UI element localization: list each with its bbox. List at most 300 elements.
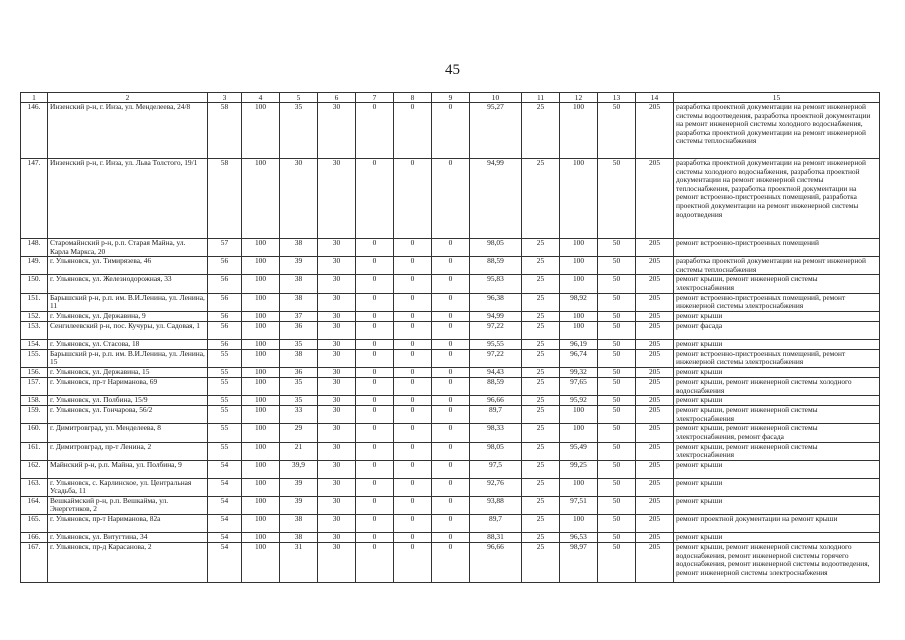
value-cell: 100 [560, 239, 598, 257]
value-cell: 0 [356, 275, 394, 293]
value-cell: 30 [318, 496, 356, 514]
value-cell: 30 [280, 159, 318, 239]
value-cell: 0 [432, 339, 470, 349]
value-cell: 100 [242, 159, 280, 239]
value-cell: 0 [356, 239, 394, 257]
value-cell: 89,7 [470, 515, 522, 533]
value-cell: 50 [598, 159, 636, 239]
value-cell: 205 [636, 396, 674, 406]
value-cell: 25 [522, 349, 560, 367]
column-header: 14 [636, 93, 674, 103]
row-number: 162. [21, 460, 48, 478]
value-cell: 100 [560, 311, 598, 321]
value-cell: 205 [636, 460, 674, 478]
value-cell: 30 [318, 377, 356, 395]
value-cell: 50 [598, 478, 636, 496]
value-cell: 88,31 [470, 533, 522, 543]
value-cell: 0 [356, 349, 394, 367]
value-cell: 98,97 [560, 543, 598, 583]
value-cell: 100 [560, 406, 598, 424]
row-number: 146. [21, 103, 48, 159]
value-cell: 0 [432, 293, 470, 311]
value-cell: 30 [318, 515, 356, 533]
value-cell: 54 [208, 543, 242, 583]
value-cell: 96,19 [560, 339, 598, 349]
value-cell: 25 [522, 533, 560, 543]
value-cell: 25 [522, 396, 560, 406]
value-cell: 50 [598, 460, 636, 478]
value-cell: 0 [356, 424, 394, 442]
value-cell: 0 [432, 533, 470, 543]
row-number: 163. [21, 478, 48, 496]
value-cell: 0 [394, 103, 432, 159]
work-description-cell: ремонт крыши [674, 478, 880, 496]
value-cell: 30 [318, 257, 356, 275]
value-cell: 0 [356, 321, 394, 339]
value-cell: 50 [598, 257, 636, 275]
address-cell: Майнский р-н, р.п. Майна, ул. Полбина, 9 [48, 460, 208, 478]
address-cell: Вешкаймский р-н, р.п. Вешкайма, ул. Энергетиков, 2 [48, 496, 208, 514]
value-cell: 98,33 [470, 424, 522, 442]
value-cell: 205 [636, 311, 674, 321]
work-description-cell: ремонт крыши [674, 396, 880, 406]
value-cell: 96,74 [560, 349, 598, 367]
address-cell: г. Ульяновск, ул. Державина, 15 [48, 367, 208, 377]
address-cell: г. Ульяновск, ул. Полбина, 15/9 [48, 396, 208, 406]
value-cell: 95,83 [470, 275, 522, 293]
address-cell: г. Ульяновск, ул. Тимирязева, 46 [48, 257, 208, 275]
work-description-cell: разработка проектной документации на ремонт инженерной системы теплоснабжения [674, 257, 880, 275]
value-cell: 93,88 [470, 496, 522, 514]
work-description-cell: ремонт проектной документации на ремонт крыши [674, 515, 880, 533]
value-cell: 0 [356, 159, 394, 239]
value-cell: 55 [208, 406, 242, 424]
address-cell: Старомайнский р-н, р.п. Старая Майна, ул. Карла Маркса, 20 [48, 239, 208, 257]
value-cell: 205 [636, 478, 674, 496]
value-cell: 100 [242, 339, 280, 349]
table-row [21, 275, 880, 293]
value-cell: 0 [432, 406, 470, 424]
table-row [21, 311, 880, 321]
value-cell: 0 [394, 406, 432, 424]
value-cell: 205 [636, 275, 674, 293]
register-table [20, 92, 880, 583]
value-cell: 0 [432, 396, 470, 406]
address-cell: г. Димитровград, пр-т Ленина, 2 [48, 442, 208, 460]
value-cell: 25 [522, 321, 560, 339]
value-cell: 100 [242, 543, 280, 583]
value-cell: 0 [356, 377, 394, 395]
address-cell: Инзенский р-н, г. Инза, ул. Льва Толстого, 19/1 [48, 159, 208, 239]
value-cell: 25 [522, 293, 560, 311]
work-description-cell: ремонт крыши [674, 367, 880, 377]
row-number: 154. [21, 339, 48, 349]
value-cell: 25 [522, 257, 560, 275]
work-description-cell: ремонт фасада [674, 321, 880, 339]
value-cell: 205 [636, 367, 674, 377]
value-cell: 25 [522, 424, 560, 442]
value-cell: 50 [598, 349, 636, 367]
value-cell: 0 [356, 257, 394, 275]
work-description-cell: разработка проектной документации на ремонт инженерной системы водоотведения, разработка проектной документации на ремонт инженерной системы холодного водоснабжения, разработка проектной документации на ремонт инженерной системы теплоснабжения [674, 103, 880, 159]
value-cell: 0 [432, 349, 470, 367]
value-cell: 25 [522, 103, 560, 159]
address-cell: Барышский р-н, р.п. им. В.И.Ленина, ул. Ленина, 15 [48, 349, 208, 367]
row-number: 167. [21, 543, 48, 583]
column-header: 13 [598, 93, 636, 103]
value-cell: 38 [280, 349, 318, 367]
column-header: 6 [318, 93, 356, 103]
value-cell: 38 [280, 533, 318, 543]
value-cell: 55 [208, 424, 242, 442]
value-cell: 92,76 [470, 478, 522, 496]
address-cell: Сенгилеевский р-н, пос. Кучуры, ул. Садовая, 1 [48, 321, 208, 339]
table-row [21, 293, 880, 311]
value-cell: 0 [394, 239, 432, 257]
value-cell: 56 [208, 311, 242, 321]
row-number: 147. [21, 159, 48, 239]
value-cell: 0 [356, 478, 394, 496]
value-cell: 0 [394, 460, 432, 478]
value-cell: 0 [432, 103, 470, 159]
value-cell: 205 [636, 543, 674, 583]
value-cell: 0 [432, 321, 470, 339]
value-cell: 100 [242, 396, 280, 406]
value-cell: 0 [394, 478, 432, 496]
value-cell: 205 [636, 103, 674, 159]
value-cell: 96,66 [470, 396, 522, 406]
value-cell: 0 [394, 377, 432, 395]
address-cell: Инзенский р-н, г. Инза, ул. Менделеева, 24/8 [48, 103, 208, 159]
value-cell: 100 [560, 257, 598, 275]
value-cell: 205 [636, 257, 674, 275]
address-cell: г. Ульяновск, пр-д Карасанова, 2 [48, 543, 208, 583]
value-cell: 205 [636, 239, 674, 257]
work-description-cell: ремонт крыши [674, 496, 880, 514]
value-cell: 56 [208, 321, 242, 339]
value-cell: 100 [242, 293, 280, 311]
value-cell: 0 [356, 367, 394, 377]
value-cell: 50 [598, 533, 636, 543]
value-cell: 0 [394, 321, 432, 339]
value-cell: 0 [394, 159, 432, 239]
table-body [21, 103, 880, 583]
value-cell: 205 [636, 442, 674, 460]
value-cell: 30 [318, 321, 356, 339]
table-row [21, 496, 880, 514]
row-number: 149. [21, 257, 48, 275]
value-cell: 100 [242, 424, 280, 442]
table-row [21, 424, 880, 442]
value-cell: 50 [598, 442, 636, 460]
value-cell: 0 [356, 515, 394, 533]
value-cell: 94,99 [470, 159, 522, 239]
value-cell: 205 [636, 339, 674, 349]
table-row [21, 257, 880, 275]
table-row [21, 543, 880, 583]
address-cell: г. Ульяновск, пр-т Нариманова, 69 [48, 377, 208, 395]
table-row [21, 478, 880, 496]
value-cell: 25 [522, 406, 560, 424]
value-cell: 0 [394, 424, 432, 442]
value-cell: 205 [636, 349, 674, 367]
value-cell: 50 [598, 239, 636, 257]
value-cell: 50 [598, 396, 636, 406]
value-cell: 99,32 [560, 367, 598, 377]
address-cell: г. Ульяновск, ул. Стасова, 18 [48, 339, 208, 349]
column-header: 9 [432, 93, 470, 103]
value-cell: 98,92 [560, 293, 598, 311]
value-cell: 0 [432, 478, 470, 496]
value-cell: 50 [598, 275, 636, 293]
value-cell: 50 [598, 367, 636, 377]
value-cell: 100 [242, 478, 280, 496]
value-cell: 50 [598, 406, 636, 424]
value-cell: 0 [356, 496, 394, 514]
value-cell: 54 [208, 496, 242, 514]
value-cell: 30 [318, 424, 356, 442]
value-cell: 0 [394, 293, 432, 311]
value-cell: 50 [598, 311, 636, 321]
value-cell: 35 [280, 103, 318, 159]
value-cell: 29 [280, 424, 318, 442]
column-header: 15 [674, 93, 880, 103]
value-cell: 0 [356, 533, 394, 543]
work-description-cell: ремонт встроенно-пристроенных помещений, ремонт инженерной системы электроснабжения [674, 349, 880, 367]
value-cell: 0 [356, 442, 394, 460]
value-cell: 95,49 [560, 442, 598, 460]
value-cell: 96,38 [470, 293, 522, 311]
value-cell: 100 [242, 257, 280, 275]
row-number: 151. [21, 293, 48, 311]
value-cell: 97,22 [470, 321, 522, 339]
row-number: 156. [21, 367, 48, 377]
value-cell: 100 [560, 478, 598, 496]
value-cell: 25 [522, 159, 560, 239]
header-row [21, 93, 880, 103]
work-description-cell: ремонт крыши [674, 311, 880, 321]
value-cell: 33 [280, 406, 318, 424]
value-cell: 36 [280, 367, 318, 377]
value-cell: 58 [208, 159, 242, 239]
value-cell: 58 [208, 103, 242, 159]
value-cell: 100 [242, 533, 280, 543]
value-cell: 0 [394, 543, 432, 583]
value-cell: 30 [318, 460, 356, 478]
address-cell: г. Ульяновск, ул. Державина, 9 [48, 311, 208, 321]
row-number: 159. [21, 406, 48, 424]
value-cell: 96,66 [470, 543, 522, 583]
value-cell: 30 [318, 239, 356, 257]
table-row [21, 349, 880, 367]
value-cell: 54 [208, 478, 242, 496]
value-cell: 99,25 [560, 460, 598, 478]
table-row [21, 406, 880, 424]
value-cell: 57 [208, 239, 242, 257]
value-cell: 0 [432, 367, 470, 377]
value-cell: 30 [318, 159, 356, 239]
value-cell: 100 [560, 159, 598, 239]
column-header: 5 [280, 93, 318, 103]
value-cell: 100 [242, 311, 280, 321]
value-cell: 30 [318, 103, 356, 159]
value-cell: 100 [560, 103, 598, 159]
table-row [21, 159, 880, 239]
value-cell: 0 [394, 367, 432, 377]
value-cell: 0 [432, 311, 470, 321]
column-header: 7 [356, 93, 394, 103]
table-row [21, 460, 880, 478]
value-cell: 100 [242, 103, 280, 159]
value-cell: 94,43 [470, 367, 522, 377]
page-number: 45 [445, 62, 460, 78]
value-cell: 98,05 [470, 442, 522, 460]
work-description-cell: ремонт крыши [674, 460, 880, 478]
row-number: 165. [21, 515, 48, 533]
value-cell: 100 [242, 349, 280, 367]
value-cell: 25 [522, 275, 560, 293]
value-cell: 30 [318, 293, 356, 311]
value-cell: 205 [636, 515, 674, 533]
table-row [21, 339, 880, 349]
work-description-cell: ремонт встроенно-пристроенных помещений, ремонт инженерной системы электроснабжения [674, 293, 880, 311]
value-cell: 100 [242, 239, 280, 257]
value-cell: 100 [242, 275, 280, 293]
value-cell: 37 [280, 311, 318, 321]
work-description-cell: ремонт крыши, ремонт инженерной системы холодного водоснабжения, ремонт инженерной системы горячего водоснабжения, ремонт инженерной системы водоотведения, ремонт инженерной системы электроснабжения [674, 543, 880, 583]
value-cell: 35 [280, 377, 318, 395]
value-cell: 0 [394, 275, 432, 293]
value-cell: 89,7 [470, 406, 522, 424]
work-description-cell: ремонт крыши [674, 533, 880, 543]
address-cell: г. Ульяновск, ул. Железнодорожная, 33 [48, 275, 208, 293]
value-cell: 0 [356, 406, 394, 424]
value-cell: 0 [356, 396, 394, 406]
work-description-cell: ремонт крыши, ремонт инженерной системы электроснабжения, ремонт фасада [674, 424, 880, 442]
value-cell: 35 [280, 339, 318, 349]
value-cell: 205 [636, 293, 674, 311]
address-cell: Барышский р-н, р.п. им. В.И.Ленина, ул. Ленина, 11 [48, 293, 208, 311]
address-cell: г. Ульяновск, ул. Гончарова, 56/2 [48, 406, 208, 424]
address-cell: г. Ульяновск, пр-т Нариманова, 82а [48, 515, 208, 533]
row-number: 158. [21, 396, 48, 406]
value-cell: 0 [432, 496, 470, 514]
row-number: 157. [21, 377, 48, 395]
table-row [21, 103, 880, 159]
value-cell: 55 [208, 367, 242, 377]
value-cell: 100 [242, 442, 280, 460]
value-cell: 30 [318, 275, 356, 293]
value-cell: 0 [356, 311, 394, 321]
value-cell: 0 [432, 257, 470, 275]
value-cell: 0 [394, 349, 432, 367]
value-cell: 95,92 [560, 396, 598, 406]
value-cell: 21 [280, 442, 318, 460]
value-cell: 100 [242, 515, 280, 533]
value-cell: 54 [208, 515, 242, 533]
value-cell: 38 [280, 293, 318, 311]
value-cell: 50 [598, 543, 636, 583]
column-header: 1 [21, 93, 48, 103]
value-cell: 0 [432, 543, 470, 583]
work-description-cell: ремонт встроенно-пристроенных помещений [674, 239, 880, 257]
value-cell: 31 [280, 543, 318, 583]
value-cell: 25 [522, 515, 560, 533]
value-cell: 97,5 [470, 460, 522, 478]
value-cell: 88,59 [470, 257, 522, 275]
column-header: 8 [394, 93, 432, 103]
row-number: 153. [21, 321, 48, 339]
table-row [21, 239, 880, 257]
value-cell: 30 [318, 396, 356, 406]
row-number: 161. [21, 442, 48, 460]
value-cell: 0 [432, 239, 470, 257]
value-cell: 0 [432, 424, 470, 442]
work-description-cell: ремонт крыши [674, 339, 880, 349]
value-cell: 0 [394, 515, 432, 533]
value-cell: 30 [318, 311, 356, 321]
work-description-cell: ремонт крыши, ремонт инженерной системы электроснабжения [674, 442, 880, 460]
value-cell: 0 [356, 339, 394, 349]
value-cell: 205 [636, 321, 674, 339]
value-cell: 0 [394, 311, 432, 321]
value-cell: 39 [280, 478, 318, 496]
value-cell: 205 [636, 533, 674, 543]
value-cell: 25 [522, 478, 560, 496]
value-cell: 25 [522, 239, 560, 257]
value-cell: 54 [208, 460, 242, 478]
value-cell: 0 [356, 103, 394, 159]
value-cell: 0 [432, 159, 470, 239]
value-cell: 30 [318, 442, 356, 460]
value-cell: 56 [208, 339, 242, 349]
value-cell: 100 [560, 275, 598, 293]
value-cell: 39 [280, 496, 318, 514]
value-cell: 0 [394, 533, 432, 543]
value-cell: 0 [432, 377, 470, 395]
value-cell: 25 [522, 460, 560, 478]
value-cell: 25 [522, 377, 560, 395]
value-cell: 50 [598, 339, 636, 349]
value-cell: 25 [522, 543, 560, 583]
value-cell: 0 [356, 460, 394, 478]
value-cell: 88,59 [470, 377, 522, 395]
value-cell: 54 [208, 533, 242, 543]
value-cell: 100 [242, 406, 280, 424]
column-header: 4 [242, 93, 280, 103]
table-row [21, 396, 880, 406]
row-number: 164. [21, 496, 48, 514]
value-cell: 55 [208, 349, 242, 367]
value-cell: 100 [242, 367, 280, 377]
column-header: 12 [560, 93, 598, 103]
column-header: 10 [470, 93, 522, 103]
value-cell: 0 [394, 496, 432, 514]
value-cell: 205 [636, 159, 674, 239]
value-cell: 25 [522, 367, 560, 377]
row-number: 148. [21, 239, 48, 257]
value-cell: 56 [208, 275, 242, 293]
work-description-cell: разработка проектной документации на ремонт инженерной системы холодного водоснабжения, разработка проектной документации на ремонт инженерной системы теплоснабжения, разработка проектной документации на ремонт встроенно-пристроенных помещений, разработка проектной документации на ремонт инженерной системы водоотведения [674, 159, 880, 239]
value-cell: 25 [522, 496, 560, 514]
row-number: 150. [21, 275, 48, 293]
value-cell: 50 [598, 424, 636, 442]
value-cell: 95,27 [470, 103, 522, 159]
table-row [21, 377, 880, 395]
value-cell: 97,65 [560, 377, 598, 395]
value-cell: 0 [394, 339, 432, 349]
value-cell: 39,9 [280, 460, 318, 478]
